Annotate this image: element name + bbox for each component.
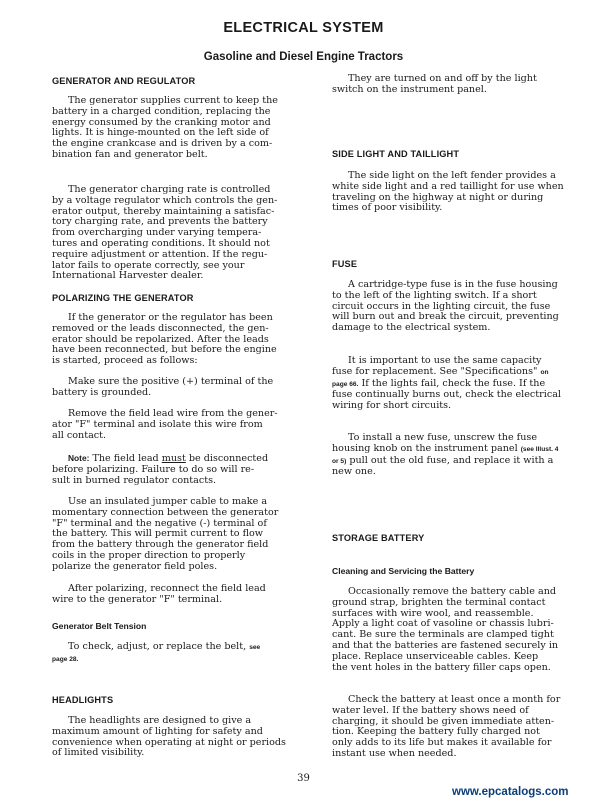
section-heading-headlights: HEADLIGHTS xyxy=(52,695,114,705)
page-subtitle: Gasoline and Diesel Engine Tractors xyxy=(203,51,404,63)
note-label: Note: xyxy=(68,453,90,463)
paragraph-charging-rate: The generator charging rate is controlled by a voltage regulator which controls the gen- erator output, thereby maintaining a satisfac- tory charging rate, and prevents the battery from overcharging under varying tempera- tures and operating conditions. It should not require adjustment or attention. If the regu- lator fails to operate correctly, see your International Harvester dealer. xyxy=(52,184,278,282)
page-title: ELECTRICAL SYSTEM xyxy=(223,20,384,36)
install-illust-ref: (see Illust. 4 xyxy=(520,445,559,453)
install-text-b: pull out the old fuse, and replace it with a new one. xyxy=(332,454,554,478)
paragraph-reconnect-lead: After polarizing, reconnect the field lead wire to the generator "F" terminal. xyxy=(52,583,266,605)
page-number: 39 xyxy=(297,773,310,784)
note-emphasis-must: must xyxy=(161,453,186,464)
fuse-text-a: It is important to use the same capacity fuse for replacement. See "Specifications" xyxy=(332,355,542,377)
belt-text: To check, adjust, or replace the belt, xyxy=(68,641,250,652)
subheading-cleaning-battery: Cleaning and Servicing the Battery xyxy=(332,566,475,576)
paragraph-belt-tension xyxy=(52,642,310,666)
paragraph-install-fuse xyxy=(332,433,594,478)
install-illust-ref-2: or 5) xyxy=(332,457,347,465)
paragraph-generator-intro: The generator supplies current to keep the battery in a charged condition, replacing the energy consumed by the cranking motor and lights. It is hinge-mounted on the left side of the engine crankcase and is driven by a com- bination fan and generator belt. xyxy=(52,95,278,160)
subheading-belt-tension: Generator Belt Tension xyxy=(52,621,147,631)
belt-see-ref: see xyxy=(249,644,261,651)
paragraph-battery-cleaning: Occasionally remove the battery cable and ground strap, brighten the terminal contact surfaces with wire wool, and reassemble. Apply a light coat of vasoline or chassis lubri- cant. Be sure the terminals are clamped tight and that the batteries are fastened securely in place. Replace unserviceable cables. Keep the vent holes in the battery filler caps open. xyxy=(332,586,559,673)
paragraph-ground-positive: Make sure the positive (+) terminal of the battery is grounded. xyxy=(52,376,274,398)
paragraph-fuse-intro: A cartridge-type fuse is in the fuse housing to the left of the lighting switch. If a short circuit occurs in the lighting circuit, the fuse will burn out and break the circuit, preventing damage to the electrical system. xyxy=(332,279,559,334)
paragraph-battery-check: Check the battery at least once a month for water level. If the battery shows need of charging, it should be given immediate atten- tion. Keeping the battery fully charged not only adds to its life but makes it available for instant use when needed. xyxy=(332,694,561,759)
note-text-a: The field lead xyxy=(89,453,162,464)
paragraph-fuse-replacement xyxy=(332,356,594,412)
paragraph-polarizing-intro: If the generator or the regulator has been removed or the leads disconnected, the gen- erator should be repolarized. After the leads have been reconnected, but before the engine is started, proceed as follows: xyxy=(52,312,277,367)
section-heading-generator-regulator: GENERATOR AND REGULATOR xyxy=(52,76,196,86)
note-paragraph xyxy=(52,453,310,486)
belt-page-ref: page 28. xyxy=(52,655,79,663)
fuse-page-ref: page 66. xyxy=(332,380,359,388)
watermark: www.epcatalogs.com xyxy=(452,786,569,798)
section-heading-storage-battery: STORAGE BATTERY xyxy=(332,533,425,543)
paragraph-side-light: The side light on the left fender provides a white side light and a red taillight for use when traveling on the highway at night or during times of poor visibility. xyxy=(332,170,564,214)
section-heading-polarizing: POLARIZING THE GENERATOR xyxy=(52,293,194,303)
paragraph-jumper-cable: Use an insulated jumper cable to make a momentary connection between the generator "F" terminal and the negative (-) terminal of the battery. This will permit current to flow from the battery through the generator field coils in the proper direction to properly polarize the generator field poles. xyxy=(52,496,279,572)
paragraph-headlights: The headlights are designed to give a maximum amount of lighting for safety and convenience when operating at night or periods of limited visibility. xyxy=(52,715,286,759)
fuse-on-ref: on xyxy=(540,368,549,376)
install-text-a: To install a new fuse, unscrew the fuse housing knob on the instrument panel xyxy=(332,432,537,454)
paragraph-remove-field-lead: Remove the field lead wire from the gener- ator "F" terminal and isolate this wire from all contact. xyxy=(52,408,278,441)
section-heading-side-light: SIDE LIGHT AND TAILLIGHT xyxy=(332,149,460,159)
section-heading-fuse: FUSE xyxy=(332,259,358,269)
fuse-text-b: If the lights fail, check the fuse. If the fuse continually burns out, check the electrical wiring for short circuits. xyxy=(332,377,561,412)
paragraph-headlight-switch: They are turned on and off by the light switch on the instrument panel. xyxy=(332,73,537,95)
note-text-b: be disconnected before polarizing. Failure to do so will re- sult in burned regulator contacts. xyxy=(52,453,269,486)
